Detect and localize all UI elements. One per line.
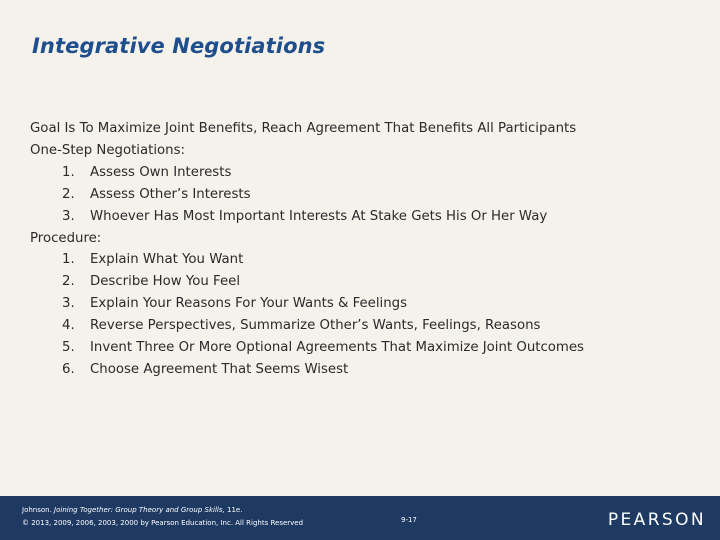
list-item-number: 1. <box>62 252 75 268</box>
citation-author: Johnson. <box>22 506 52 514</box>
slide-title: Integrative Negotiations <box>32 34 326 58</box>
procedure-heading: Procedure: <box>30 230 102 246</box>
citation-edition: 11e. <box>226 506 243 514</box>
list-item-text: Reverse Perspectives, Summarize Other’s Wants, Feelings, Reasons <box>90 318 541 334</box>
page-number: 9-17 <box>401 516 417 524</box>
goal-statement: Goal Is To Maximize Joint Benefits, Reach Agreement That Benefits All Participants <box>30 121 577 136</box>
slide-body <box>30 118 690 381</box>
citation <box>22 504 303 529</box>
footer-bar <box>0 496 720 540</box>
list-item-number: 2. <box>62 186 75 202</box>
list-item-number: 3. <box>62 296 75 312</box>
list-item <box>30 271 690 293</box>
list-item-number: 2. <box>62 274 75 290</box>
list-item-text: Assess Own Interests <box>90 164 232 180</box>
procedure-list <box>30 249 690 380</box>
list-item-text: Describe How You Feel <box>90 274 241 290</box>
list-item-text: Whoever Has Most Important Interests At Stake Gets His Or Her Way <box>90 208 548 224</box>
list-item-text: Explain Your Reasons For Your Wants & Feelings <box>90 296 408 312</box>
citation-book-title: Joining Together: Group Theory and Group Skills, <box>54 506 225 514</box>
list-item-number: 4. <box>62 318 75 334</box>
list-item <box>30 249 690 271</box>
list-item-text: Assess Other’s Interests <box>90 186 251 202</box>
list-item <box>30 293 690 315</box>
list-item-number: 1. <box>62 164 75 180</box>
one-step-heading: One-Step Negotiations: <box>30 142 186 158</box>
citation-line-1 <box>22 504 303 517</box>
list-item <box>30 184 690 206</box>
pearson-logo: PEARSON <box>607 510 706 530</box>
list-item-number: 3. <box>62 208 75 224</box>
list-item <box>30 206 690 228</box>
copyright-notice: © 2013, 2009, 2006, 2003, 2000 by Pearson Education, Inc. All Rights Reserved <box>22 518 304 527</box>
one-step-list <box>30 162 690 228</box>
list-item-text: Choose Agreement That Seems Wisest <box>90 361 349 377</box>
list-item-text: Invent Three Or More Optional Agreements That Maximize Joint Outcomes <box>90 340 584 356</box>
list-item <box>30 337 690 359</box>
list-item-text: Explain What You Want <box>90 252 244 268</box>
list-item <box>30 315 690 337</box>
list-item <box>30 359 690 381</box>
list-item-number: 5. <box>62 340 75 356</box>
list-item <box>30 162 690 184</box>
list-item-number: 6. <box>62 361 75 377</box>
